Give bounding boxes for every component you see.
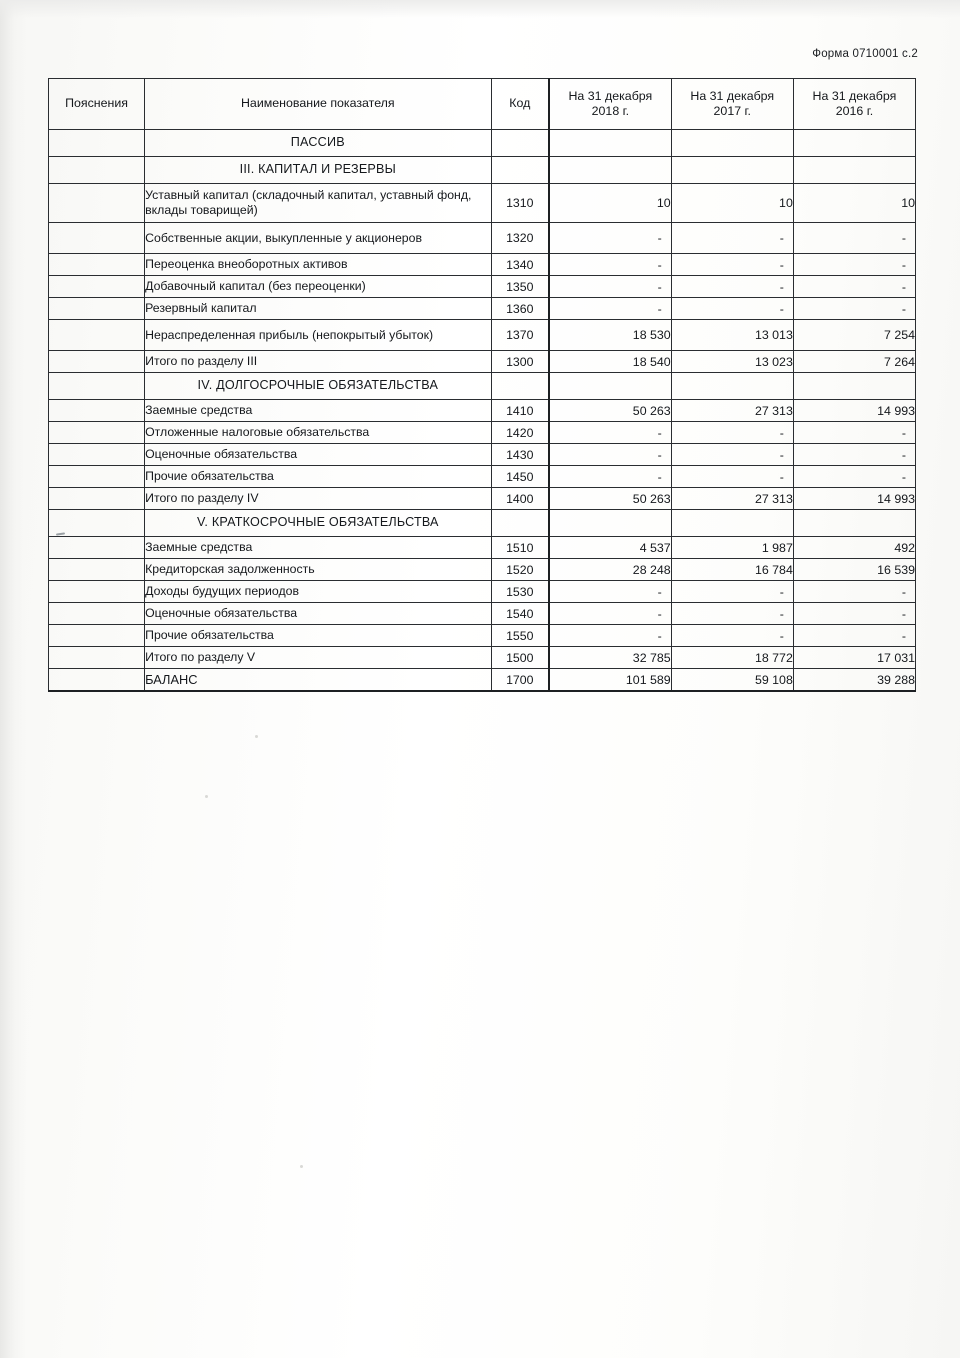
row-name: Добавочный капитал (без переоценки)	[145, 276, 491, 298]
row-value-1: 18 530	[549, 320, 671, 351]
row-name: Прочие обязательства	[145, 466, 491, 488]
row-code: 1500	[491, 647, 549, 669]
row-value-1	[549, 130, 671, 157]
row-value-1: -	[549, 223, 671, 254]
row-value-3: 14 993	[793, 400, 915, 422]
row-value-1: 18 540	[549, 351, 671, 373]
row-value-3	[793, 130, 915, 157]
row-value-3: -	[793, 581, 915, 603]
scan-speck	[205, 795, 208, 798]
row-value-2: -	[671, 581, 793, 603]
table-row	[49, 422, 916, 444]
row-value-2: -	[671, 298, 793, 320]
row-value-1: 32 785	[549, 647, 671, 669]
note-cell	[49, 298, 145, 320]
note-cell	[49, 157, 145, 184]
table-row	[49, 625, 916, 647]
row-code: 1410	[491, 400, 549, 422]
table-row	[49, 581, 916, 603]
row-value-3: 7 254	[793, 320, 915, 351]
row-value-1: -	[549, 444, 671, 466]
row-name: Оценочные обязательства	[145, 603, 491, 625]
row-value-2: -	[671, 422, 793, 444]
note-cell	[49, 488, 145, 510]
row-value-2: -	[671, 254, 793, 276]
column-header-code: Код	[491, 79, 549, 130]
row-name: ПАССИВ	[145, 130, 491, 157]
note-cell	[49, 559, 145, 581]
row-name: Переоценка внеоборотных активов	[145, 254, 491, 276]
table-row	[49, 254, 916, 276]
row-value-2: -	[671, 276, 793, 298]
row-value-2: 18 772	[671, 647, 793, 669]
row-value-2: 16 784	[671, 559, 793, 581]
scan-speck	[300, 1165, 303, 1168]
row-code: 1700	[491, 669, 549, 692]
row-value-2	[671, 157, 793, 184]
table-row	[49, 647, 916, 669]
row-name: Итого по разделу V	[145, 647, 491, 669]
year-2016-line2: 2016 г.	[835, 104, 874, 118]
row-value-3: -	[793, 223, 915, 254]
row-value-1: -	[549, 298, 671, 320]
row-name: Итого по разделу IV	[145, 488, 491, 510]
row-value-3: 17 031	[793, 647, 915, 669]
row-code: 1520	[491, 559, 549, 581]
table-row	[49, 488, 916, 510]
row-name: V. КРАТКОСРОЧНЫЕ ОБЯЗАТЕЛЬСТВА	[145, 510, 491, 537]
row-value-2: -	[671, 466, 793, 488]
row-value-3: -	[793, 466, 915, 488]
table-row	[49, 373, 916, 400]
row-code	[491, 157, 549, 184]
table-row	[49, 351, 916, 373]
table-row	[49, 298, 916, 320]
note-cell	[49, 422, 145, 444]
row-code	[491, 373, 549, 400]
row-code: 1510	[491, 537, 549, 559]
row-value-1: 50 263	[549, 400, 671, 422]
row-value-1: 10	[549, 184, 671, 223]
note-cell	[49, 254, 145, 276]
row-name: Оценочные обязательства	[145, 444, 491, 466]
row-value-2: 13 023	[671, 351, 793, 373]
table-row	[49, 400, 916, 422]
row-value-1: 50 263	[549, 488, 671, 510]
row-code: 1370	[491, 320, 549, 351]
row-code: 1450	[491, 466, 549, 488]
row-value-1: -	[549, 254, 671, 276]
note-cell	[49, 603, 145, 625]
year-2017-line2: 2017 г.	[713, 104, 751, 118]
row-value-3	[793, 510, 915, 537]
row-name: Кредиторская задолженность	[145, 559, 491, 581]
row-code: 1400	[491, 488, 549, 510]
row-name: Итого по разделу III	[145, 351, 491, 373]
scan-speck	[255, 735, 258, 738]
row-value-3: 39 288	[793, 669, 915, 692]
row-name: Прочие обязательства	[145, 625, 491, 647]
year-2017-line1: На 31 декабря	[690, 88, 775, 103]
row-value-1	[549, 373, 671, 400]
row-value-3	[793, 157, 915, 184]
table-row	[49, 130, 916, 157]
table-row	[49, 444, 916, 466]
column-header-name: Наименование показателя	[145, 79, 491, 130]
row-value-3	[793, 373, 915, 400]
row-value-2: 10	[671, 184, 793, 223]
row-value-1: -	[549, 422, 671, 444]
row-code: 1300	[491, 351, 549, 373]
note-cell	[49, 130, 145, 157]
row-code: 1420	[491, 422, 549, 444]
header-row	[49, 79, 916, 130]
row-name: IV. ДОЛГОСРОЧНЫЕ ОБЯЗАТЕЛЬСТВА	[145, 373, 491, 400]
table-header	[49, 79, 916, 130]
row-name: Собственные акции, выкупленные у акционеров	[145, 223, 491, 254]
table-row	[49, 603, 916, 625]
row-value-2	[671, 373, 793, 400]
row-value-3: -	[793, 625, 915, 647]
note-cell	[49, 351, 145, 373]
row-code: 1430	[491, 444, 549, 466]
row-value-3: -	[793, 298, 915, 320]
row-value-2: 1 987	[671, 537, 793, 559]
row-value-1: 101 589	[549, 669, 671, 692]
table-row	[49, 510, 916, 537]
row-code: 1530	[491, 581, 549, 603]
year-2016-line1: На 31 декабря	[812, 88, 897, 103]
note-cell	[49, 184, 145, 223]
row-code	[491, 510, 549, 537]
row-value-1: -	[549, 625, 671, 647]
year-2018-line2: 2018 г.	[591, 104, 630, 118]
row-code: 1360	[491, 298, 549, 320]
row-name: Заемные средства	[145, 537, 491, 559]
note-cell	[49, 373, 145, 400]
table-row	[49, 184, 916, 223]
table-row	[49, 466, 916, 488]
row-value-3: 16 539	[793, 559, 915, 581]
row-code	[491, 130, 549, 157]
row-name: Резервный капитал	[145, 298, 491, 320]
row-value-1: 28 248	[549, 559, 671, 581]
row-value-2: -	[671, 444, 793, 466]
row-value-1: -	[549, 581, 671, 603]
row-name: III. КАПИТАЛ И РЕЗЕРВЫ	[145, 157, 491, 184]
row-value-1: -	[549, 466, 671, 488]
row-value-3: -	[793, 276, 915, 298]
note-cell	[49, 647, 145, 669]
table-row	[49, 537, 916, 559]
scan-edge-left	[0, 0, 26, 1358]
year-2018-line1: На 31 декабря	[568, 88, 653, 103]
row-value-3: 14 993	[793, 488, 915, 510]
row-code: 1350	[491, 276, 549, 298]
row-value-2: 27 313	[671, 400, 793, 422]
row-name: Заемные средства	[145, 400, 491, 422]
row-value-1: -	[549, 276, 671, 298]
row-code: 1550	[491, 625, 549, 647]
note-cell	[49, 223, 145, 254]
form-code-label: Форма 0710001 с.2	[812, 48, 918, 60]
note-cell	[49, 276, 145, 298]
row-value-3: 492	[793, 537, 915, 559]
table-row	[49, 223, 916, 254]
row-code: 1340	[491, 254, 549, 276]
row-name: Отложенные налоговые обязательства	[145, 422, 491, 444]
note-cell	[49, 537, 145, 559]
row-value-1	[549, 157, 671, 184]
row-value-2	[671, 130, 793, 157]
row-value-2: -	[671, 223, 793, 254]
note-cell	[49, 444, 145, 466]
row-name: БАЛАНС	[145, 669, 491, 692]
table-row	[49, 669, 916, 692]
balance-sheet-table	[48, 78, 916, 692]
row-value-2: 13 013	[671, 320, 793, 351]
row-name: Доходы будущих периодов	[145, 581, 491, 603]
row-value-2: -	[671, 625, 793, 647]
row-name: Уставный капитал (складочный капитал, уставный фонд, вклады товарищей)	[145, 184, 491, 223]
note-cell	[49, 625, 145, 647]
note-cell	[49, 320, 145, 351]
row-value-3: -	[793, 422, 915, 444]
table-body	[49, 130, 916, 692]
row-name: Нераспределенная прибыль (непокрытый убыток)	[145, 320, 491, 351]
row-value-1: -	[549, 603, 671, 625]
table-row	[49, 157, 916, 184]
row-value-2: -	[671, 603, 793, 625]
column-header-year-2018	[549, 79, 671, 130]
row-code: 1310	[491, 184, 549, 223]
note-cell	[49, 581, 145, 603]
scan-edge-top	[0, 0, 960, 18]
note-cell	[49, 669, 145, 692]
note-cell	[49, 400, 145, 422]
row-value-3: -	[793, 444, 915, 466]
row-value-2: 59 108	[671, 669, 793, 692]
table-row	[49, 320, 916, 351]
row-value-1	[549, 510, 671, 537]
table-row	[49, 276, 916, 298]
row-code: 1320	[491, 223, 549, 254]
row-value-3: 10	[793, 184, 915, 223]
table-row	[49, 559, 916, 581]
column-header-note: Пояснения	[49, 79, 145, 130]
column-header-year-2016	[793, 79, 915, 130]
note-cell	[49, 466, 145, 488]
row-code: 1540	[491, 603, 549, 625]
column-header-year-2017	[671, 79, 793, 130]
row-value-2: 27 313	[671, 488, 793, 510]
row-value-3: -	[793, 603, 915, 625]
row-value-1: 4 537	[549, 537, 671, 559]
row-value-3: 7 264	[793, 351, 915, 373]
row-value-3: -	[793, 254, 915, 276]
row-value-2	[671, 510, 793, 537]
